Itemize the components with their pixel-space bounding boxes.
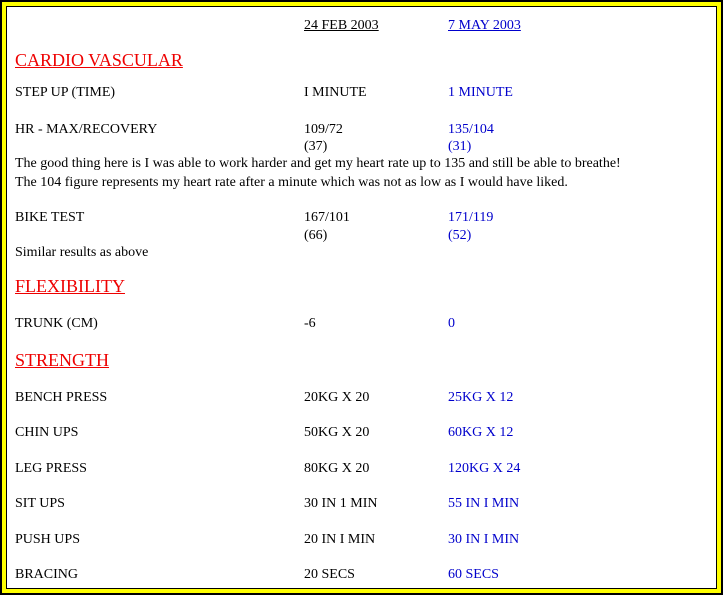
row-value-1-bike: 167/101 xyxy=(304,210,350,225)
note-hr-line-1: The good thing here is I was able to work harder and get my heart rate up to 135 and still be able to breathe! xyxy=(15,156,621,171)
row-label-sit: SIT UPS xyxy=(15,496,65,511)
row-value-2-leg: 120KG X 24 xyxy=(448,461,521,476)
row-label-trunk: TRUNK (CM) xyxy=(15,316,98,331)
row-value-1-trunk: -6 xyxy=(304,316,316,331)
row-value-2-hr: 135/104 xyxy=(448,122,494,137)
row-value-2-bench: 25KG X 12 xyxy=(448,390,514,405)
row-value-1-bench: 20KG X 20 xyxy=(304,390,370,405)
section-title-flexibility: FLEXIBILITY xyxy=(15,276,125,296)
row-label-push: PUSH UPS xyxy=(15,532,80,547)
row-label-bracing: BRACING xyxy=(15,567,79,582)
row-label-step-up: STEP UP (TIME) xyxy=(15,85,116,100)
section-title-strength: STRENGTH xyxy=(15,350,109,370)
row-value-2-chin: 60KG X 12 xyxy=(448,425,514,440)
row-label-chin: CHIN UPS xyxy=(15,425,79,440)
row-value-1-hr: 109/72 xyxy=(304,122,343,137)
row-value-2b-hr: (31) xyxy=(448,139,472,154)
section-title-cardio: CARDIO VASCULAR xyxy=(15,50,183,70)
row-value-1b-hr: (37) xyxy=(304,139,328,154)
note-bike: Similar results as above xyxy=(15,245,149,260)
row-label-hr: HR - MAX/RECOVERY xyxy=(15,122,158,137)
row-value-1-step-up: I MINUTE xyxy=(304,85,367,100)
row-value-2b-bike: (52) xyxy=(448,228,472,243)
date-header-2: 7 MAY 2003 xyxy=(448,18,521,33)
row-value-2-sit: 55 IN I MIN xyxy=(448,496,520,511)
row-value-1-push: 20 IN I MIN xyxy=(304,532,376,547)
row-value-1-chin: 50KG X 20 xyxy=(304,425,370,440)
row-value-2-trunk: 0 xyxy=(448,316,455,331)
date-header-1: 24 FEB 2003 xyxy=(304,18,379,33)
row-value-1-sit: 30 IN 1 MIN xyxy=(304,496,378,511)
row-label-bike: BIKE TEST xyxy=(15,210,85,225)
row-value-2-step-up: 1 MINUTE xyxy=(448,85,513,100)
row-value-1-bracing: 20 SECS xyxy=(304,567,355,582)
row-value-1-leg: 80KG X 20 xyxy=(304,461,370,476)
row-value-1b-bike: (66) xyxy=(304,228,328,243)
document-body xyxy=(6,6,717,589)
row-value-2-bracing: 60 SECS xyxy=(448,567,499,582)
row-label-leg: LEG PRESS xyxy=(15,461,87,476)
row-value-2-push: 30 IN I MIN xyxy=(448,532,520,547)
note-hr-line-2: The 104 figure represents my heart rate after a minute which was not as low as I would have liked. xyxy=(15,175,568,190)
row-label-bench: BENCH PRESS xyxy=(15,390,108,405)
row-value-2-bike: 171/119 xyxy=(448,210,494,225)
